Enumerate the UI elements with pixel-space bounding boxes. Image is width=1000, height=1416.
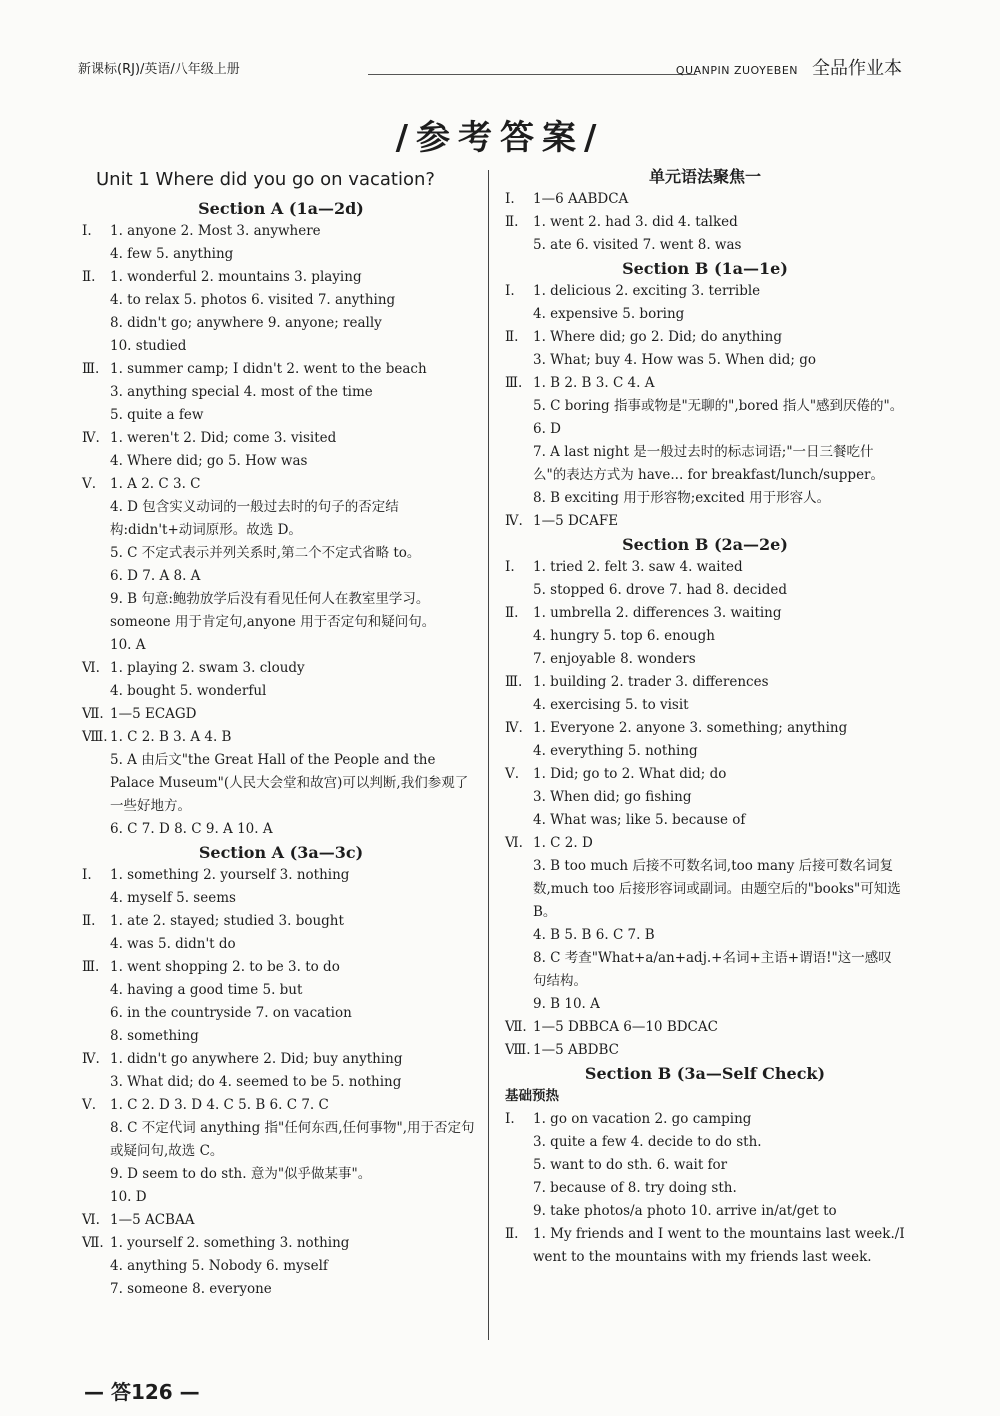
answer-text: 1. went 2. had 3. did 4. talked	[533, 214, 738, 230]
answer-text: 8. B exciting 用于形容物;excited 用于形容人。	[533, 490, 831, 506]
answer-line	[82, 680, 480, 703]
answer-group	[505, 1108, 905, 1131]
group-numeral: Ⅰ.	[505, 1111, 515, 1127]
left-column	[82, 165, 480, 1301]
answer-text: 1. Where did; go 2. Did; do anything	[533, 329, 782, 345]
answer-text: 5. A 由后文"the Great Hall of the People and the Palace Museum"(人民大会堂和故宫)可以判断,我们参观了一些好地方。	[110, 752, 469, 814]
answer-line	[505, 809, 905, 832]
answer-line	[505, 625, 905, 648]
answer-line	[505, 487, 905, 510]
answer-text: 1. tried 2. felt 3. saw 4. waited	[533, 559, 743, 575]
answer-group	[505, 510, 905, 533]
answer-line	[82, 381, 480, 404]
group-numeral: Ⅳ.	[82, 1051, 100, 1067]
group-numeral: Ⅲ.	[505, 375, 523, 391]
group-numeral	[505, 625, 533, 648]
answer-text: 8. C 不定代词 anything 指"任何东西,任何事物",用于否定句或疑问句,故选 C。	[110, 1120, 475, 1159]
header-book-info: 新课标(RJ)/英语/八年级上册	[78, 62, 240, 77]
answer-text: 4. B 5. B 6. C 7. B	[533, 927, 655, 943]
answer-text: 1. A 2. C 3. C	[110, 476, 201, 492]
group-numeral	[82, 680, 110, 703]
answer-text: 6. in the countryside 7. on vacation	[110, 1005, 352, 1021]
answer-line	[82, 404, 480, 427]
answer-line	[505, 993, 905, 1016]
group-numeral	[505, 786, 533, 809]
answer-text: 7. enjoyable 8. wonders	[533, 651, 696, 667]
answer-line	[82, 1278, 480, 1301]
group-numeral: Ⅰ.	[505, 191, 515, 207]
header-brand: 全品作业本	[812, 58, 902, 79]
group-numeral	[505, 1200, 533, 1223]
answer-line	[505, 947, 905, 993]
answer-group	[505, 1039, 905, 1062]
group-numeral	[505, 349, 533, 372]
answer-line	[505, 579, 905, 602]
answer-group	[82, 220, 480, 243]
group-numeral: Ⅰ.	[505, 283, 515, 299]
group-numeral	[82, 588, 110, 634]
answer-text: 1. My friends and I went to the mountains last week./I went to the mountains with my friends last week.	[533, 1226, 905, 1265]
answer-text: 4. Where did; go 5. How was	[110, 453, 308, 469]
answer-line	[82, 933, 480, 956]
group-numeral: Ⅷ.	[82, 729, 108, 745]
answer-line	[82, 979, 480, 1002]
group-numeral: Ⅱ.	[82, 913, 96, 929]
group-numeral: Ⅵ.	[82, 660, 100, 676]
answer-group	[505, 372, 905, 395]
group-numeral	[505, 487, 533, 510]
answer-group	[82, 726, 480, 749]
answer-group	[82, 1232, 480, 1255]
section-heading: Section B (2a—2e)	[622, 535, 788, 554]
group-numeral	[505, 395, 533, 418]
answer-text: 4. myself 5. seems	[110, 890, 236, 906]
answer-text: 1. C 2. D 3. D 4. C 5. B 6. C 7. C	[110, 1097, 329, 1113]
group-numeral: Ⅵ.	[505, 835, 523, 851]
answer-text: 9. D seem to do sth. 意为"似乎做某事"。	[110, 1166, 372, 1182]
group-numeral: Ⅱ.	[505, 329, 519, 345]
answer-text: 5. stopped 6. drove 7. had 8. decided	[533, 582, 787, 598]
answer-line	[82, 1163, 480, 1186]
answer-line	[505, 648, 905, 671]
answer-group	[505, 1016, 905, 1039]
group-numeral	[505, 993, 533, 1016]
answer-group	[82, 956, 480, 979]
header-pinyin: QUANPIN ZUOYEBEN	[675, 64, 798, 77]
answer-text: 6. D 7. A 8. A	[110, 568, 201, 584]
group-numeral: Ⅳ.	[82, 430, 100, 446]
answer-line	[82, 1255, 480, 1278]
answer-text: 1. didn't go anywhere 2. Did; buy anything	[110, 1051, 403, 1067]
answer-line	[505, 786, 905, 809]
answer-text: 10. studied	[110, 338, 187, 354]
answer-line	[505, 1154, 905, 1177]
group-numeral	[82, 634, 110, 657]
group-numeral	[505, 648, 533, 671]
group-numeral	[505, 1177, 533, 1200]
answer-text: 3. What; buy 4. How was 5. When did; go	[533, 352, 816, 368]
answer-line	[82, 1071, 480, 1094]
answer-text: 1. Everyone 2. anyone 3. something; anything	[533, 720, 848, 736]
answer-text: 1. something 2. yourself 3. nothing	[110, 867, 350, 883]
answer-group	[82, 358, 480, 381]
answer-text: 6. D	[533, 421, 561, 437]
group-numeral	[505, 234, 533, 257]
answer-line	[505, 441, 905, 487]
answer-group	[82, 910, 480, 933]
answer-text: 8. C 考查"What+a/an+adj.+名词+主语+谓语!"这一感叹句结构。	[533, 950, 892, 989]
group-numeral	[82, 749, 110, 818]
answer-text: 1. go on vacation 2. go camping	[533, 1111, 752, 1127]
answer-line	[505, 1131, 905, 1154]
answer-line	[82, 1002, 480, 1025]
section-heading: Section A (3a—3c)	[198, 843, 364, 862]
answer-group	[82, 1048, 480, 1071]
answer-text: 1. wonderful 2. mountains 3. playing	[110, 269, 362, 285]
answer-group	[505, 326, 905, 349]
answer-text: 1. umbrella 2. differences 3. waiting	[533, 605, 782, 621]
page-number: — 答126 —	[84, 1380, 200, 1404]
answer-text: 4. What was; like 5. because of	[533, 812, 746, 828]
group-numeral	[82, 933, 110, 956]
answer-text: 9. take photos/a photo 10. arrive in/at/get to	[533, 1203, 837, 1219]
group-numeral	[505, 694, 533, 717]
group-numeral	[505, 740, 533, 763]
answer-text: 1. went shopping 2. to be 3. to do	[110, 959, 340, 975]
answer-text: 1. delicious 2. exciting 3. terrible	[533, 283, 761, 299]
answer-line	[82, 496, 480, 542]
answer-line	[82, 818, 480, 841]
answer-text: 1—5 ABDBC	[533, 1042, 619, 1058]
answer-text: 4. expensive 5. boring	[533, 306, 685, 322]
group-numeral	[82, 542, 110, 565]
group-numeral	[82, 979, 110, 1002]
answer-group	[82, 657, 480, 680]
answer-text: 5. C boring 指事或物是"无聊的",bored 指人"感到厌倦的"。	[533, 398, 904, 414]
answer-text: 4. to relax 5. photos 6. visited 7. anything	[110, 292, 396, 308]
answer-text: 1. anyone 2. Most 3. anywhere	[110, 223, 321, 239]
group-numeral: Ⅳ.	[505, 720, 523, 736]
answer-text: 6. C 7. D 8. C 9. A 10. A	[110, 821, 273, 837]
group-numeral: Ⅶ.	[505, 1019, 527, 1035]
answer-text: 10. A	[110, 637, 146, 653]
answer-text: 4. exercising 5. to visit	[533, 697, 689, 713]
answer-text: 4. anything 5. Nobody 6. myself	[110, 1258, 328, 1274]
answer-group	[82, 473, 480, 496]
group-numeral	[82, 818, 110, 841]
answer-text: 1—5 DCAFE	[533, 513, 619, 529]
answer-text: 8. something	[110, 1028, 199, 1044]
answer-text: 3. What did; do 4. seemed to be 5. nothing	[110, 1074, 402, 1090]
group-numeral	[82, 496, 110, 542]
unit-heading: Unit 1 Where did you go on vacation?	[96, 169, 435, 190]
answer-text: 1. ate 2. stayed; studied 3. bought	[110, 913, 344, 929]
group-numeral	[82, 381, 110, 404]
answer-group	[505, 188, 905, 211]
group-numeral	[82, 1163, 110, 1186]
section-heading: Section B (1a—1e)	[622, 259, 788, 278]
answer-text: 5. ate 6. visited 7. went 8. was	[533, 237, 742, 253]
group-numeral	[82, 1117, 110, 1163]
answer-line	[505, 1200, 905, 1223]
answer-line	[82, 312, 480, 335]
answer-text: 4. few 5. anything	[110, 246, 234, 262]
group-numeral	[82, 335, 110, 358]
group-numeral	[82, 565, 110, 588]
answer-group	[505, 211, 905, 234]
answer-group	[82, 1209, 480, 1232]
answer-line	[505, 395, 905, 418]
answer-text: 7. someone 8. everyone	[110, 1281, 272, 1297]
answer-text: 1—5 ACBAA	[110, 1212, 195, 1228]
group-numeral	[82, 450, 110, 473]
group-numeral: Ⅲ.	[82, 959, 100, 975]
answer-text: 4. was 5. didn't do	[110, 936, 236, 952]
answer-line	[82, 335, 480, 358]
answer-group	[505, 1223, 905, 1269]
group-numeral: Ⅰ.	[505, 559, 515, 575]
answer-text: 3. quite a few 4. decide to do sth.	[533, 1134, 762, 1150]
group-numeral: Ⅱ.	[505, 1226, 519, 1242]
group-numeral	[82, 312, 110, 335]
section-heading: Section B (3a—Self Check)	[584, 1064, 826, 1083]
group-numeral: Ⅴ.	[505, 766, 520, 782]
answer-group	[505, 717, 905, 740]
answer-text: 1. building 2. trader 3. differences	[533, 674, 769, 690]
answer-group	[505, 556, 905, 579]
page-header	[78, 52, 902, 80]
answer-text: 1. weren't 2. Did; come 3. visited	[110, 430, 337, 446]
group-numeral: Ⅰ.	[82, 223, 92, 239]
answer-line	[505, 924, 905, 947]
answer-text: 5. want to do sth. 6. wait for	[533, 1157, 728, 1173]
answer-text: 1. B 2. B 3. C 4. A	[533, 375, 655, 391]
answer-line	[82, 289, 480, 312]
group-numeral	[505, 855, 533, 924]
answer-text: 4. everything 5. nothing	[533, 743, 698, 759]
column-divider	[488, 170, 489, 1340]
group-numeral	[82, 404, 110, 427]
group-numeral	[505, 303, 533, 326]
answer-line	[82, 749, 480, 818]
group-numeral	[82, 1255, 110, 1278]
header-rule	[368, 74, 697, 75]
group-numeral	[505, 809, 533, 832]
group-numeral: Ⅲ.	[82, 361, 100, 377]
group-numeral	[505, 1154, 533, 1177]
group-numeral: Ⅳ.	[505, 513, 523, 529]
answer-text: 1. Did; go to 2. What did; do	[533, 766, 727, 782]
answer-text: 9. B 句意:鲍勃放学后没有看见任何人在教室里学习。someone 用于肯定句,anyone 用于否定句和疑问句。	[110, 591, 436, 630]
answer-line	[82, 1186, 480, 1209]
answer-group	[505, 671, 905, 694]
group-numeral	[82, 1186, 110, 1209]
group-numeral: Ⅱ.	[82, 269, 96, 285]
answer-text: 4. D 包含实义动词的一般过去时的句子的否定结构:didn't+动词原形。故选 D。	[110, 499, 399, 538]
group-numeral	[505, 947, 533, 993]
answer-line	[505, 740, 905, 763]
answer-text: 4. bought 5. wonderful	[110, 683, 267, 699]
group-numeral	[82, 289, 110, 312]
group-numeral: Ⅴ.	[82, 1097, 97, 1113]
answer-group	[82, 427, 480, 450]
answer-line	[82, 887, 480, 910]
group-numeral: Ⅰ.	[82, 867, 92, 883]
group-numeral: Ⅱ.	[505, 214, 519, 230]
answer-text: 1—5 ECAGD	[110, 706, 197, 722]
section-heading: 单元语法聚焦一	[648, 167, 761, 186]
answer-text: 1. summer camp; I didn't 2. went to the beach	[110, 361, 427, 377]
answer-line	[82, 1117, 480, 1163]
answer-group	[505, 832, 905, 855]
answer-group	[82, 703, 480, 726]
answer-text: 10. D	[110, 1189, 147, 1205]
answer-text: 3. B too much 后接不可数名词,too many 后接可数名词复数,much too 后接形容词或副词。由题空后的"books"可知选 B。	[533, 858, 901, 920]
answer-text: 8. didn't go; anywhere 9. anyone; really	[110, 315, 382, 331]
answer-text: 1—5 DBBCA 6—10 BDCAC	[533, 1019, 718, 1035]
answer-line	[82, 565, 480, 588]
right-column	[505, 165, 905, 1269]
answer-group	[505, 280, 905, 303]
answer-text: 5. quite a few	[110, 407, 204, 423]
answer-text: 4. hungry 5. top 6. enough	[533, 628, 715, 644]
group-numeral	[505, 579, 533, 602]
answer-group	[82, 864, 480, 887]
group-numeral	[82, 887, 110, 910]
answer-line	[82, 588, 480, 634]
answer-text: 3. anything special 4. most of the time	[110, 384, 373, 400]
answer-group	[505, 763, 905, 786]
group-numeral	[505, 441, 533, 487]
group-numeral	[505, 924, 533, 947]
answer-line	[82, 542, 480, 565]
answer-line	[82, 450, 480, 473]
answer-text: 1—6 AABDCA	[533, 191, 629, 207]
answer-line	[505, 1177, 905, 1200]
answer-text: 7. A last night 是一般过去时的标志词语;"一日三餐吃什么"的表达方式为 have... for breakfast/lunch/supper。	[533, 444, 885, 483]
answer-group	[82, 1094, 480, 1117]
answer-text: 5. C 不定式表示并列关系时,第二个不定式省略 to。	[110, 545, 421, 561]
answer-line	[505, 234, 905, 257]
group-numeral: Ⅵ.	[82, 1212, 100, 1228]
answer-group	[505, 602, 905, 625]
answer-line	[82, 243, 480, 266]
answer-text: 1. C 2. D	[533, 835, 593, 851]
group-numeral	[505, 418, 533, 441]
header-brand-group	[676, 54, 902, 80]
answer-text: 1. C 2. B 3. A 4. B	[110, 729, 232, 745]
group-numeral	[82, 1071, 110, 1094]
group-numeral: Ⅶ.	[82, 706, 104, 722]
page-title: /参考答案/	[395, 118, 605, 158]
answer-text: 4. having a good time 5. but	[110, 982, 303, 998]
answer-text: 1. yourself 2. something 3. nothing	[110, 1235, 350, 1251]
group-numeral	[82, 1025, 110, 1048]
answer-line	[82, 1025, 480, 1048]
answer-line	[82, 634, 480, 657]
answer-text: 7. because of 8. try doing sth.	[533, 1180, 737, 1196]
answer-line	[505, 349, 905, 372]
answer-line	[505, 418, 905, 441]
answer-group	[82, 266, 480, 289]
group-numeral: Ⅴ.	[82, 476, 97, 492]
subsection-heading: 基础预热	[505, 1088, 559, 1104]
answer-text: 9. B 10. A	[533, 996, 600, 1012]
answer-text: 3. When did; go fishing	[533, 789, 692, 805]
answer-line	[505, 694, 905, 717]
answer-line	[505, 303, 905, 326]
group-numeral: Ⅷ.	[505, 1042, 531, 1058]
section-heading: Section A (1a—2d)	[198, 199, 364, 218]
group-numeral: Ⅲ.	[505, 674, 523, 690]
group-numeral	[82, 1002, 110, 1025]
group-numeral: Ⅱ.	[505, 605, 519, 621]
group-numeral	[82, 243, 110, 266]
group-numeral	[82, 1278, 110, 1301]
group-numeral	[505, 1131, 533, 1154]
answer-text: 1. playing 2. swam 3. cloudy	[110, 660, 305, 676]
answer-line	[505, 855, 905, 924]
group-numeral: Ⅶ.	[82, 1235, 104, 1251]
